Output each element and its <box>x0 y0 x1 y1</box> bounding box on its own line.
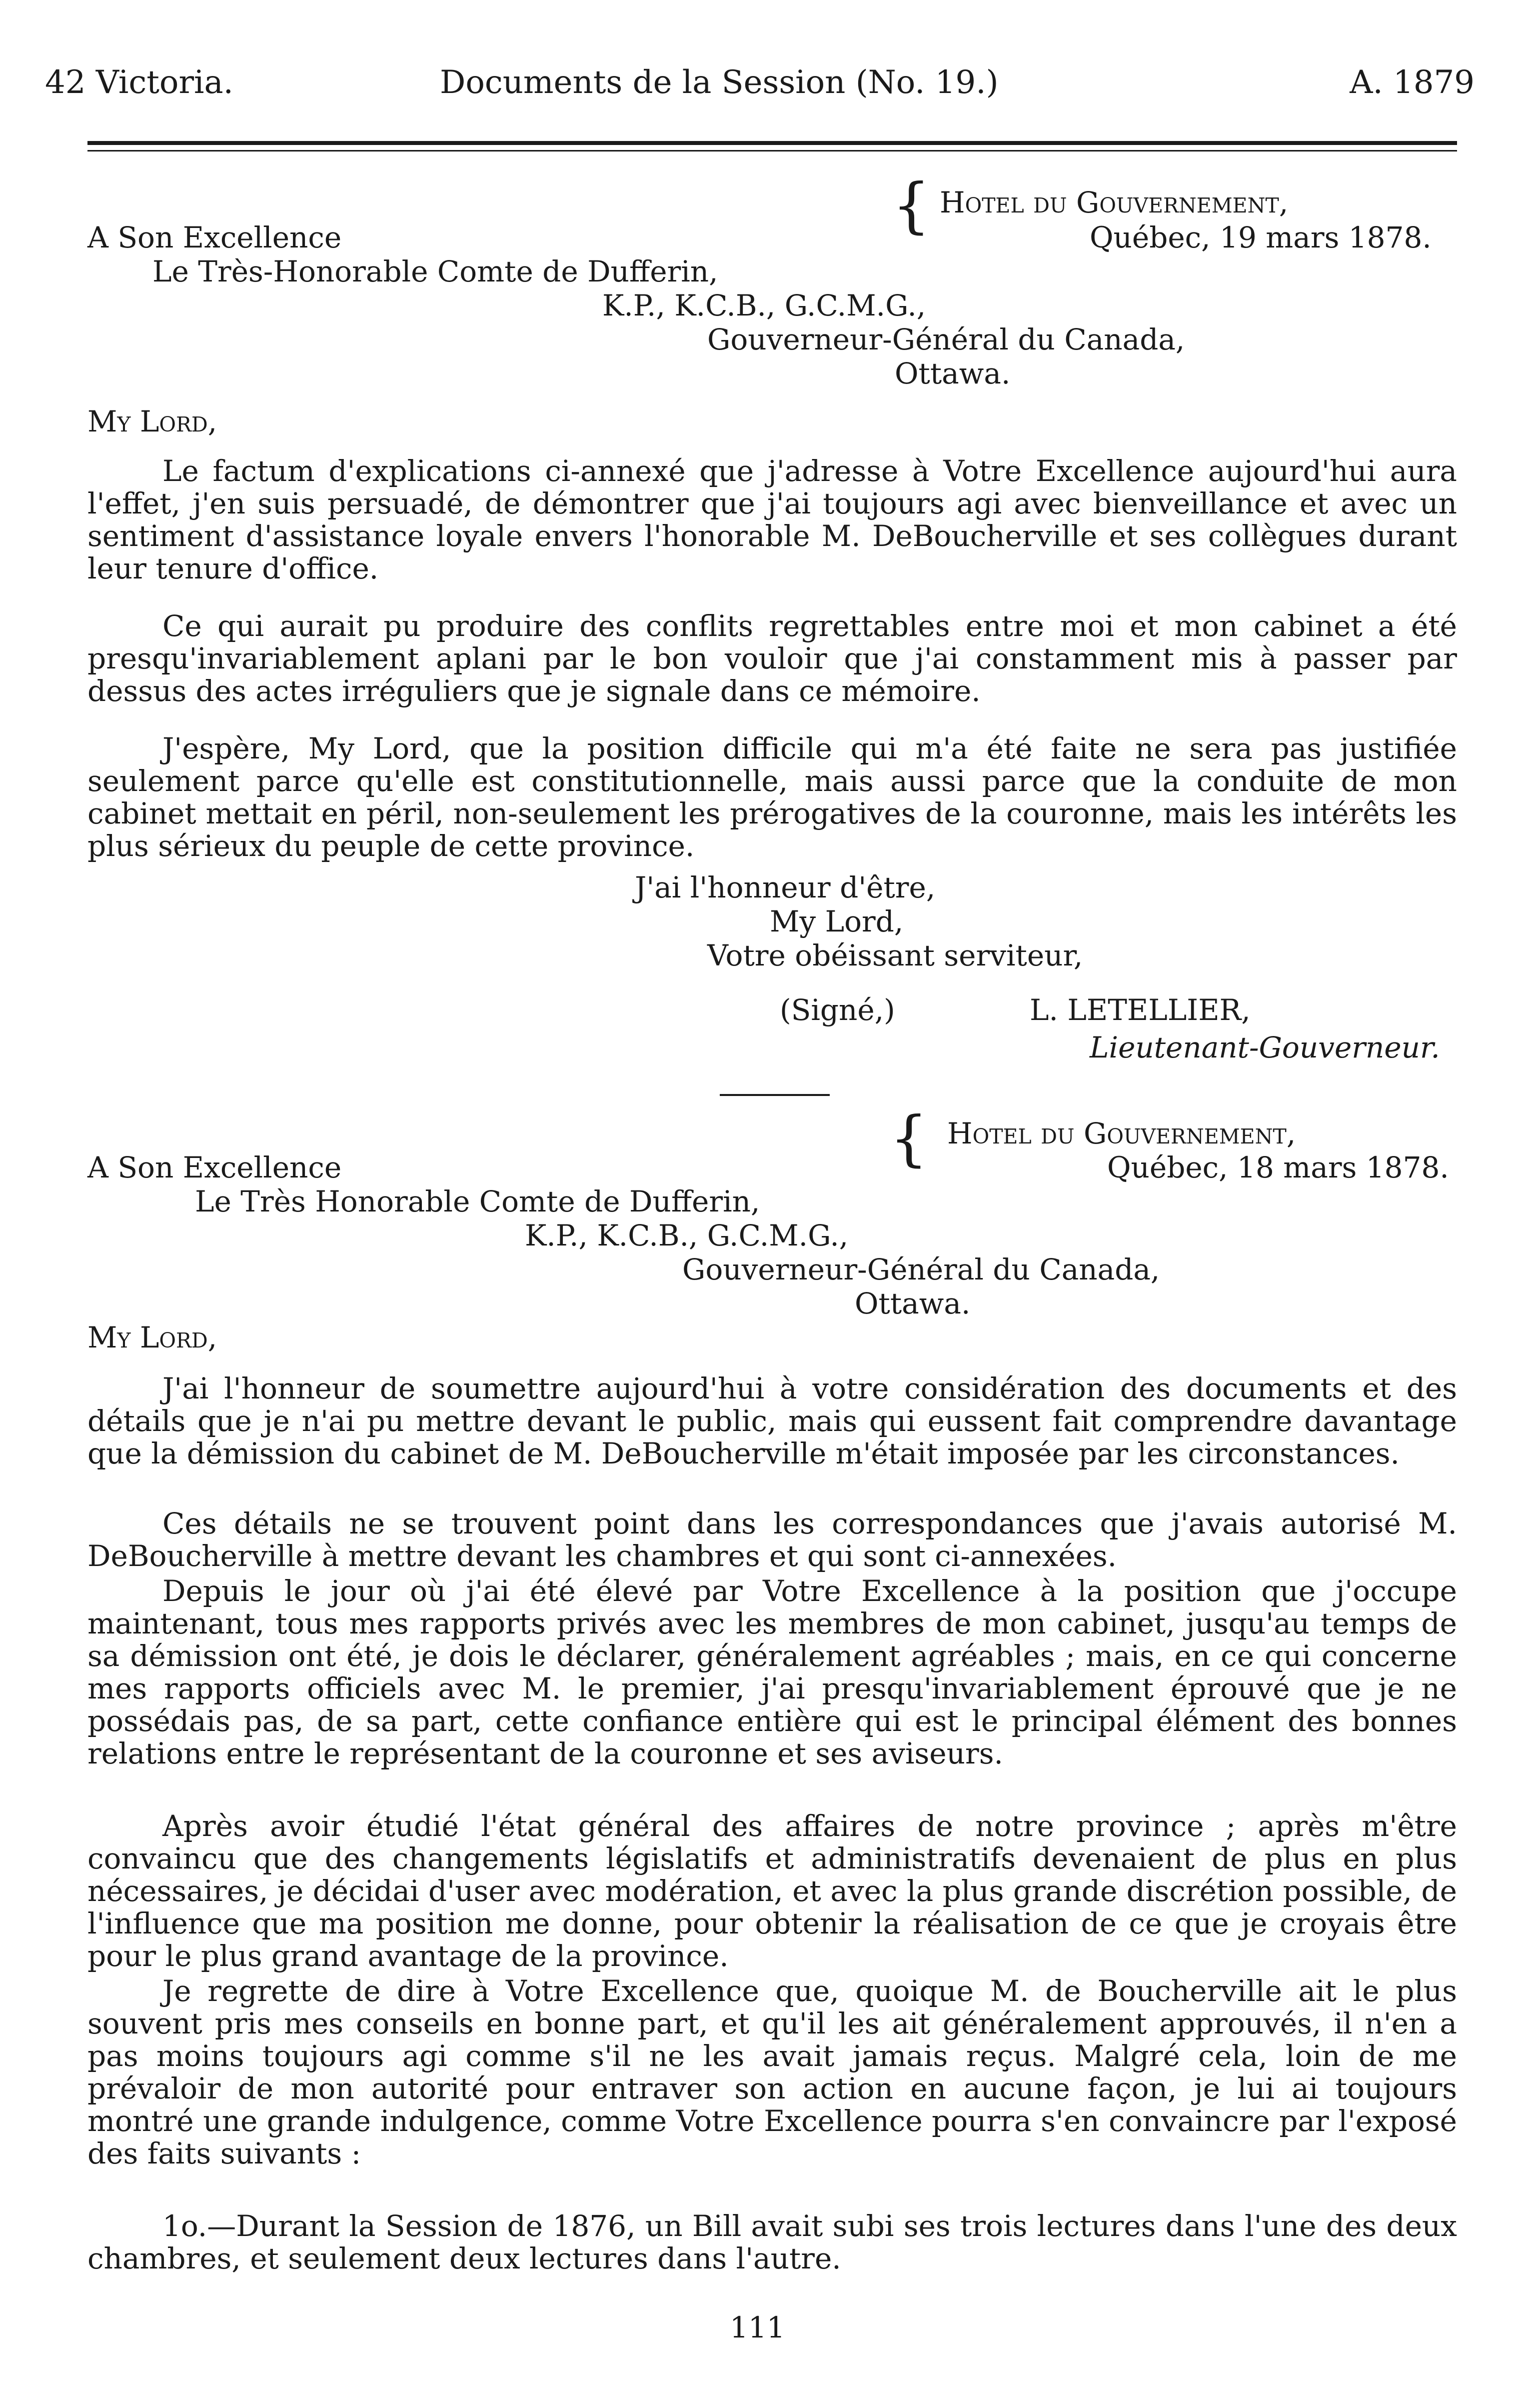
header-title: Documents de la Session (No. 19.) <box>440 64 999 101</box>
letter-separator <box>720 1094 830 1096</box>
letter1-closing-3: Votre obéissant serviteur, <box>707 938 1083 972</box>
header-year: A. 1879 <box>1350 64 1475 101</box>
running-header <box>45 60 1485 105</box>
letter1-signed-label: (Signé,) <box>780 993 895 1027</box>
letter2-paragraph-1: J'ai l'honneur de soumettre aujourd'hui à votre considération des documents et des détails que je n'ai pu mettre devant le public, mais qui eussent fait comprendre davantage que la démission du cabinet de M. DeBoucherville m'était imposée par les circonstances. <box>87 1372 1457 1470</box>
letter1-salutation-to: A Son Excellence <box>87 220 342 254</box>
letter1-signature: L. LETELLIER, <box>1030 993 1251 1027</box>
brace-icon: { <box>890 1104 928 1174</box>
letter2-addressee-office: Gouverneur-Général du Canada, <box>682 1252 1160 1286</box>
letter2-paragraph-4: Après avoir étudié l'état général des affaires de notre province ; après m'être convaincu que des changements législatifs et administratifs devenaient de plus en plus nécessaires, je décidai d'user avec modération, et avec la plus grande discrétion possible, de l'influence que ma position me donne, pour obtenir la réalisation de ce que je croyais être pour le plus grand avantage de la province. <box>87 1809 1457 1973</box>
header-rule-thin <box>87 150 1457 152</box>
letter2-paragraph-5: Je regrette de dire à Votre Excellence que, quoique M. de Boucherville ait le plus souvent pris mes conseils en bonne part, et qu'il les ait généralement approuvés, il n'en a pas moins toujours agi comme s'il ne les avait jamais reçus. Malgré cela, loin de me prévaloir de mon autorité pour entraver son action en aucune façon, je lui ai toujours montré une grande indulgence, comme Votre Excellence pourra s'en convaincre par l'exposé des faits suivants : <box>87 1974 1457 2170</box>
header-regnal-year: 42 Victoria. <box>45 64 233 101</box>
letter2-paragraph-2: Ces détails ne se trouvent point dans les correspondances que j'avais autorisé M. DeBoucherville à mettre devant les chambres et qui sont ci-annexées. <box>87 1506 1457 1573</box>
letter1-paragraph-2: Ce qui aurait pu produire des conflits regrettables entre moi et mon cabinet a été presqu'invariablement aplani par le bon vouloir que j'ai constamment mis à passer par dessus des actes irréguliers que je signale dans ce mémoire. <box>87 609 1457 708</box>
letter1-date: Québec, 19 mars 1878. <box>1090 220 1432 254</box>
letter2-addressee-name: Le Très Honorable Comte de Dufferin, <box>195 1184 760 1218</box>
letter1-addressee-orders: K.P., K.C.B., G.C.M.G., <box>602 288 926 322</box>
letter1-paragraph-1: Le factum d'explications ci-annexé que j'adresse à Votre Excellence aujourd'hui aura l'effet, j'en suis persuadé, de démontrer que j'ai toujours agi avec bienveillance et avec un sentiment d'assistance loyale envers l'honorable M. DeBoucherville et ses collègues durant leur tenure d'office. <box>87 454 1457 586</box>
brace-icon: { <box>892 171 931 240</box>
letter1-place: Hotel du Gouvernement, <box>940 186 1289 220</box>
letter2-addressee-city: Ottawa. <box>855 1286 971 1320</box>
letter1-greeting: My Lord, <box>87 404 217 438</box>
letter2-place: Hotel du Gouvernement, <box>947 1116 1296 1150</box>
letter1-closing-1: J'ai l'honneur d'être, <box>635 870 936 904</box>
letter2-addressee-orders: K.P., K.C.B., G.C.M.G., <box>525 1218 849 1252</box>
letter2-paragraph-6: 1o.—Durant la Session de 1876, un Bill avait subi ses trois lectures dans l'une des deux chambres, et seulement deux lectures dans l'autre. <box>87 2209 1457 2276</box>
header-rule-thick <box>87 141 1457 145</box>
letter2-date: Québec, 18 mars 1878. <box>1107 1150 1449 1184</box>
letter1-addressee-name: Le Très-Honorable Comte de Dufferin, <box>152 254 718 288</box>
letter1-addressee-office: Gouverneur-Général du Canada, <box>707 322 1185 356</box>
letter1-closing-2: My Lord, <box>770 904 904 938</box>
letter2-greeting: My Lord, <box>87 1320 217 1354</box>
letter2-paragraph-3: Depuis le jour où j'ai été élevé par Votre Excellence à la position que j'occupe maintenant, tous mes rapports privés avec les membres de mon cabinet, jusqu'au temps de sa démission ont été, je dois le déclarer, généralement agréables ; mais, en ce qui concerne mes rapports officiels avec M. le premier, j'ai presqu'invariablement éprouvé que je ne possédais pas, de sa part, cette confiance entière qui est le principal élément des bonnes relations entre le représentant de la couronne et ses aviseurs. <box>87 1574 1457 1770</box>
letter1-signature-title: Lieutenant-Gouverneur. <box>1090 1030 1440 1064</box>
letter1-paragraph-3: J'espère, My Lord, que la position difficile qui m'a été faite ne sera pas justifiée seulement parce qu'elle est constitutionnelle, mais aussi parce que la conduite de mon cabinet mettait en péril, non-seulement les prérogatives de la couronne, mais les intérêts les plus sérieux du peuple de cette province. <box>87 732 1457 863</box>
letter1-addressee-city: Ottawa. <box>895 356 1011 390</box>
page-number: 111 <box>730 2310 785 2344</box>
letter2-salutation-to: A Son Excellence <box>87 1150 342 1184</box>
